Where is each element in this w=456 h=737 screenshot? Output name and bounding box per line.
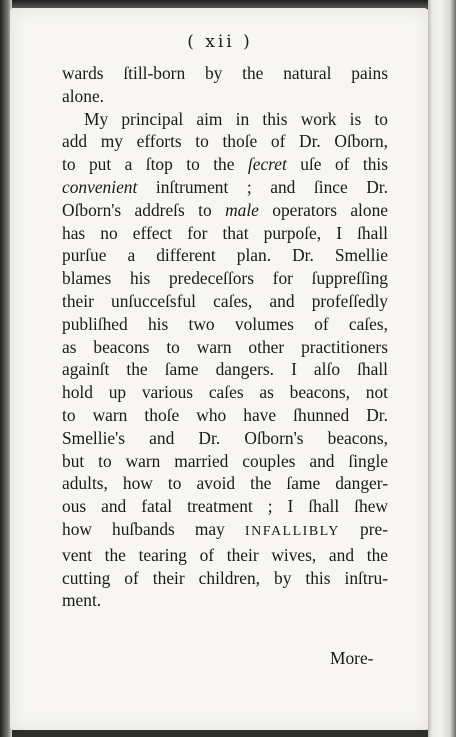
text-line: vent the tearing of their wives, and the <box>62 544 388 565</box>
text-line: but to warn married couples and ſingle <box>62 450 388 471</box>
text-line: ment. <box>62 590 102 611</box>
text-line: Smellie's and Dr. Oſborn's beacons, <box>62 427 388 448</box>
body-text <box>62 62 388 612</box>
text-line: My principal aim in this work is to <box>84 108 388 129</box>
page-edge-right <box>428 0 456 737</box>
text-line: to put a ſtop to the ſecret uſe of this <box>62 154 388 175</box>
top-edge <box>0 0 456 8</box>
text-line: how huſbands may INFALLIBLY pre- <box>62 518 388 539</box>
text-line: cutting of their children, by this inſtru- <box>62 567 388 588</box>
text-line: alone. <box>62 85 105 106</box>
text-line: to warn thoſe who have ſhunned Dr. <box>62 404 388 425</box>
italic-word: male <box>225 199 259 220</box>
text-line: publiſhed his two volumes of caſes, <box>62 313 388 334</box>
text-line: add my efforts to thoſe of Dr. Oſborn, <box>62 131 388 152</box>
text-line: adults, how to avoid the ſame danger- <box>62 473 388 494</box>
text-line: againſt the ſame dangers. I alſo ſhall <box>62 359 388 380</box>
italic-word: ſecret <box>247 154 287 175</box>
text-line: has no effect for that purpoſe, I ſhall <box>62 222 388 243</box>
text-line: purſue a different plan. Dr. Smellie <box>62 245 388 266</box>
italic-word: convenient <box>62 176 138 197</box>
text-line: hold up various caſes as beacons, not <box>62 382 388 403</box>
text-line: blames his predeceſſors for ſuppreſſing <box>62 268 388 289</box>
text-line: convenient inſtrument ; and ſince Dr. <box>62 176 388 197</box>
text-line: as beacons to warn other practitioners <box>62 336 388 357</box>
text-line: ous and fatal treatment ; I ſhall ſhew <box>62 496 388 517</box>
text-line: wards ſtill-born by the natural pains <box>62 63 388 83</box>
catchword: More- <box>330 648 374 668</box>
text-line: Oſborn's addreſs to male operators alone <box>62 199 388 220</box>
text-line: their unſucceſsful caſes, and profeſſedly <box>62 290 388 311</box>
small-caps-word: INFALLIBLY <box>244 523 340 539</box>
page-number: ( xii ) <box>187 32 253 52</box>
